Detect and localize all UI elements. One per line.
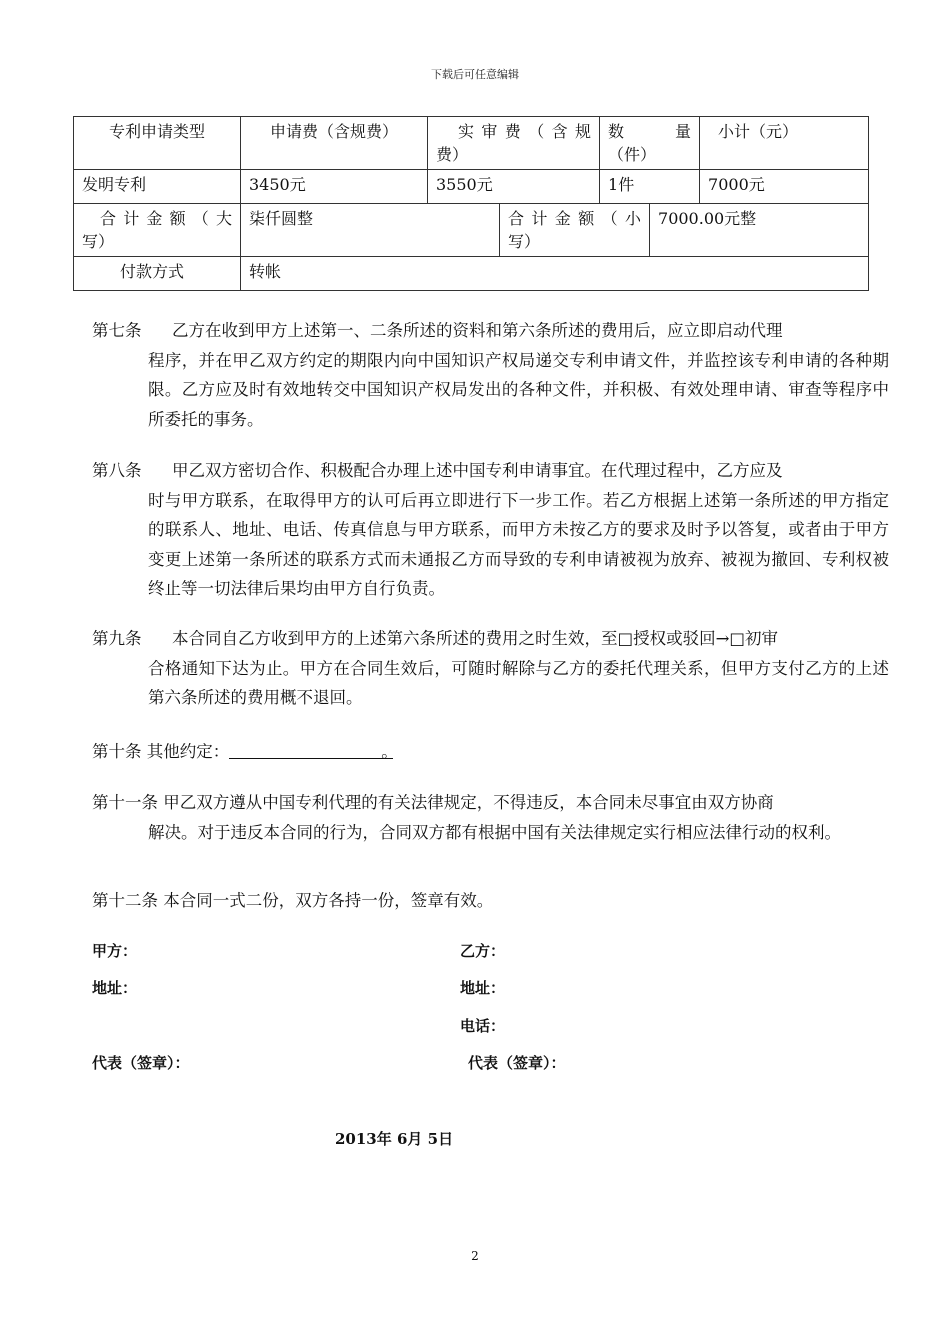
fee-table	[73, 116, 869, 291]
header-note: 下载后可任意编辑	[431, 68, 519, 81]
page-number: 2	[471, 1249, 479, 1263]
representative-a-label: 代表（签章）：	[92, 1054, 190, 1072]
representative-b-label: 代表（签章）：	[468, 1054, 566, 1072]
cell-quantity: 1件	[600, 170, 700, 204]
total-lower-value: 7000.00元整	[650, 204, 869, 257]
cell-subtotal: 7000元	[700, 170, 869, 204]
clause-10: 第十条 其他约定： 。	[92, 742, 398, 761]
party-b-label: 乙方：	[460, 942, 506, 960]
header-quantity: 数 量 （件）	[600, 117, 700, 170]
phone-b-label: 电话：	[460, 1017, 506, 1035]
cell-type: 发明专利	[74, 170, 241, 204]
table-total-row	[74, 204, 869, 257]
total-upper-label: 合计金额（大 写）	[74, 204, 241, 257]
payment-value: 转帐	[241, 257, 869, 291]
contract-date: 2013年 6月 5日	[335, 1130, 454, 1148]
clause-8: 第八条 甲乙双方密切合作、积极配合办理上述中国专利申请事宜。在代理过程中，乙方应及 时与甲方联系，在取得甲方的认可后再立即进行下一步工作。若乙方根据上述第一条所述的甲方指定的联系人、地址、电话、传真信息与甲方联系，而甲方未按乙方的要求及时予以答复，或者由于甲方变更上述第一条所述的联系方式而未通报乙方而导致的专利申请被视为放弃、被视为撤回、专利权被终止等一切法律后果均由甲方自行负责。	[92, 456, 889, 604]
clause-11: 第十一条 甲乙双方遵从中国专利代理的有关法律规定，不得违反，本合同未尽事宜由双方协商 解决。对于违反本合同的行为，合同双方都有根据中国有关法律规定实行相应法律行动的权利。	[92, 793, 841, 842]
blank-line	[229, 740, 393, 759]
table-row	[74, 170, 869, 204]
table-payment-row	[74, 257, 869, 291]
address-b-label: 地址：	[460, 979, 506, 997]
header-exam-fee: 实审费（含规 费）	[428, 117, 600, 170]
table-header-row	[74, 117, 869, 170]
clause-8-label: 第八条	[92, 461, 142, 480]
clause-9: 第九条 本合同自乙方收到甲方的上述第六条所述的费用之时生效，至□授权或驳回→□初审 合格通知下达为止。甲方在合同生效后，可随时解除与乙方的委托代理关系，但甲方支付乙方的上述第六条所述的费用概不退回。	[92, 624, 889, 713]
total-upper-value: 柒仟圆整	[241, 204, 500, 257]
header-subtotal: 小计（元）	[700, 117, 869, 170]
clause-9-label: 第九条	[92, 629, 142, 648]
header-application-fee: 申请费（含规费）	[241, 117, 428, 170]
cell-application-fee: 3450元	[241, 170, 428, 204]
payment-label: 付款方式	[74, 257, 241, 291]
total-lower-label: 合计金额（小 写）	[500, 204, 650, 257]
cell-exam-fee: 3550元	[428, 170, 600, 204]
header-patent-type: 专利申请类型	[74, 117, 241, 170]
clause-12: 第十二条 本合同一式二份，双方各持一份，签章有效。	[92, 891, 494, 910]
address-a-label: 地址：	[92, 979, 138, 997]
clause-7: 第七条 乙方在收到甲方上述第一、二条所述的资料和第六条所述的费用后，应立即启动代理 程序，并在甲乙双方约定的期限内向中国知识产权局递交专利申请文件，并监控该专利申请的各种期限。乙方应及时有效地转交中国知识产权局发出的各种文件，并积极、有效处理申请、审查等程序中所委托的事务。	[92, 316, 889, 434]
clause-7-label: 第七条	[92, 321, 142, 340]
party-a-label: 甲方：	[92, 942, 138, 960]
